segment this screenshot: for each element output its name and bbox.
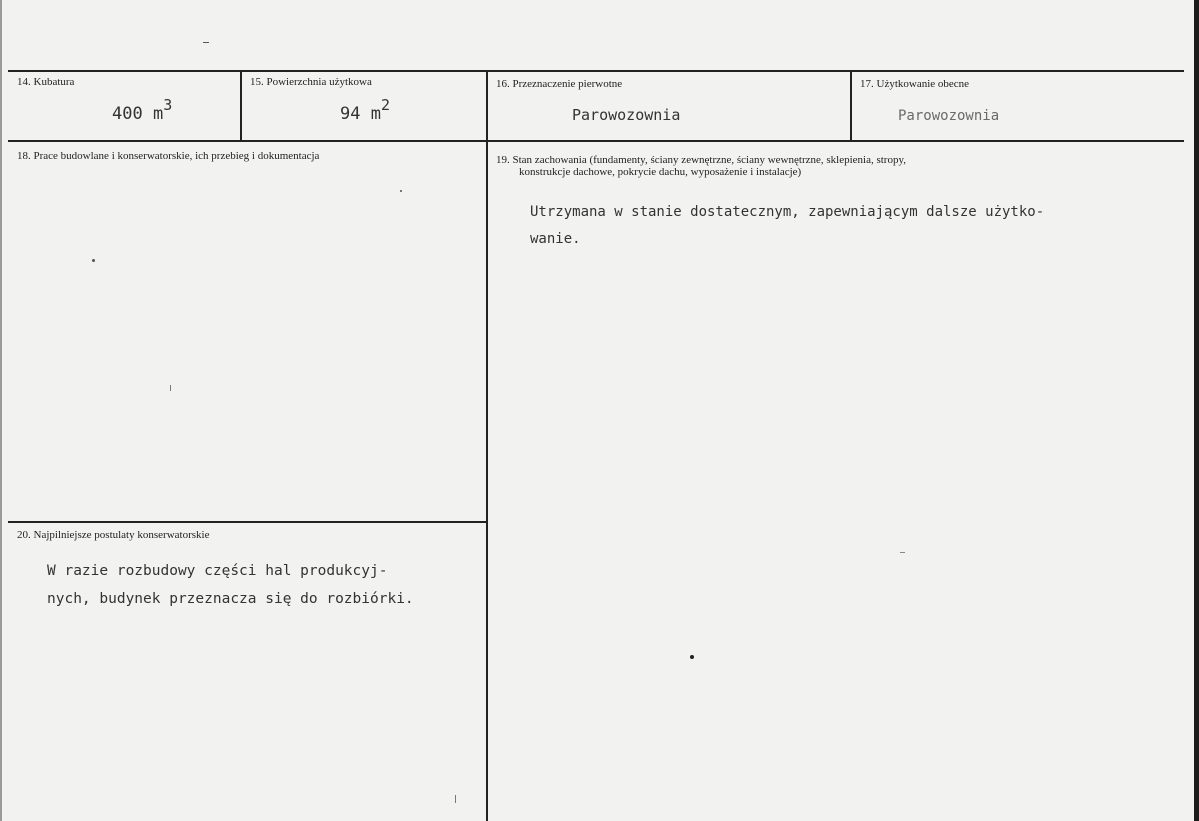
field-14-superscript: 3 [163,96,173,114]
field-15-label: 15. Powierzchnia użytkowa [250,76,372,88]
field-16-label: 16. Przeznaczenie pierwotne [496,78,623,90]
field-19-text-line2: wanie. [530,231,581,247]
divider-16-17 [850,70,852,140]
row-divider-1 [8,140,1184,142]
field-16-value: Parowozownia [572,106,681,124]
scan-speck [900,552,905,553]
field-19-label-line1: 19. Stan zachowania (fundamenty, ściany zewnętrzne, ściany wewnętrzne, sklepienia, stropy, [496,154,907,166]
field-15-superscript: 2 [380,96,390,114]
field-20-label: 20. Najpilniejsze postulaty konserwatorskie [17,529,210,541]
divider-main [486,70,488,821]
field-15-value [340,96,390,124]
scan-speck [400,190,402,192]
field-15-number: 94 m [340,104,381,124]
field-18-label: 18. Prace budowlane i konserwatorskie, ich przebieg i dokumentacja [17,150,320,162]
field-19-label-line2: konstrukcje dachowe, pokrycie dachu, wyposażenie i instalacje) [519,166,802,178]
field-20-text-line2: nych, budynek przeznacza się do rozbiórki. [47,591,414,607]
top-rule [8,70,1184,72]
field-14-number: 400 m [112,104,164,124]
field-14-value [112,96,173,124]
scan-speck [170,385,171,391]
field-17-value: Parowozownia [898,108,1000,124]
scan-speck [455,795,456,803]
left-edge [0,0,2,821]
field-14-label: 14. Kubatura [17,76,75,88]
field-19-text-line1: Utrzymana w stanie dostatecznym, zapewniającym dalsze użytko- [530,204,1045,220]
row-divider-2 [8,521,486,523]
scan-speck [203,42,209,43]
right-edge-shadow [1194,0,1199,821]
divider-14-15 [240,70,242,140]
scan-speck [690,655,694,659]
field-20-text-line1: W razie rozbudowy części hal produkcyj- [47,563,388,579]
field-17-label: 17. Użytkowanie obecne [860,78,970,90]
scan-speck [92,259,95,262]
